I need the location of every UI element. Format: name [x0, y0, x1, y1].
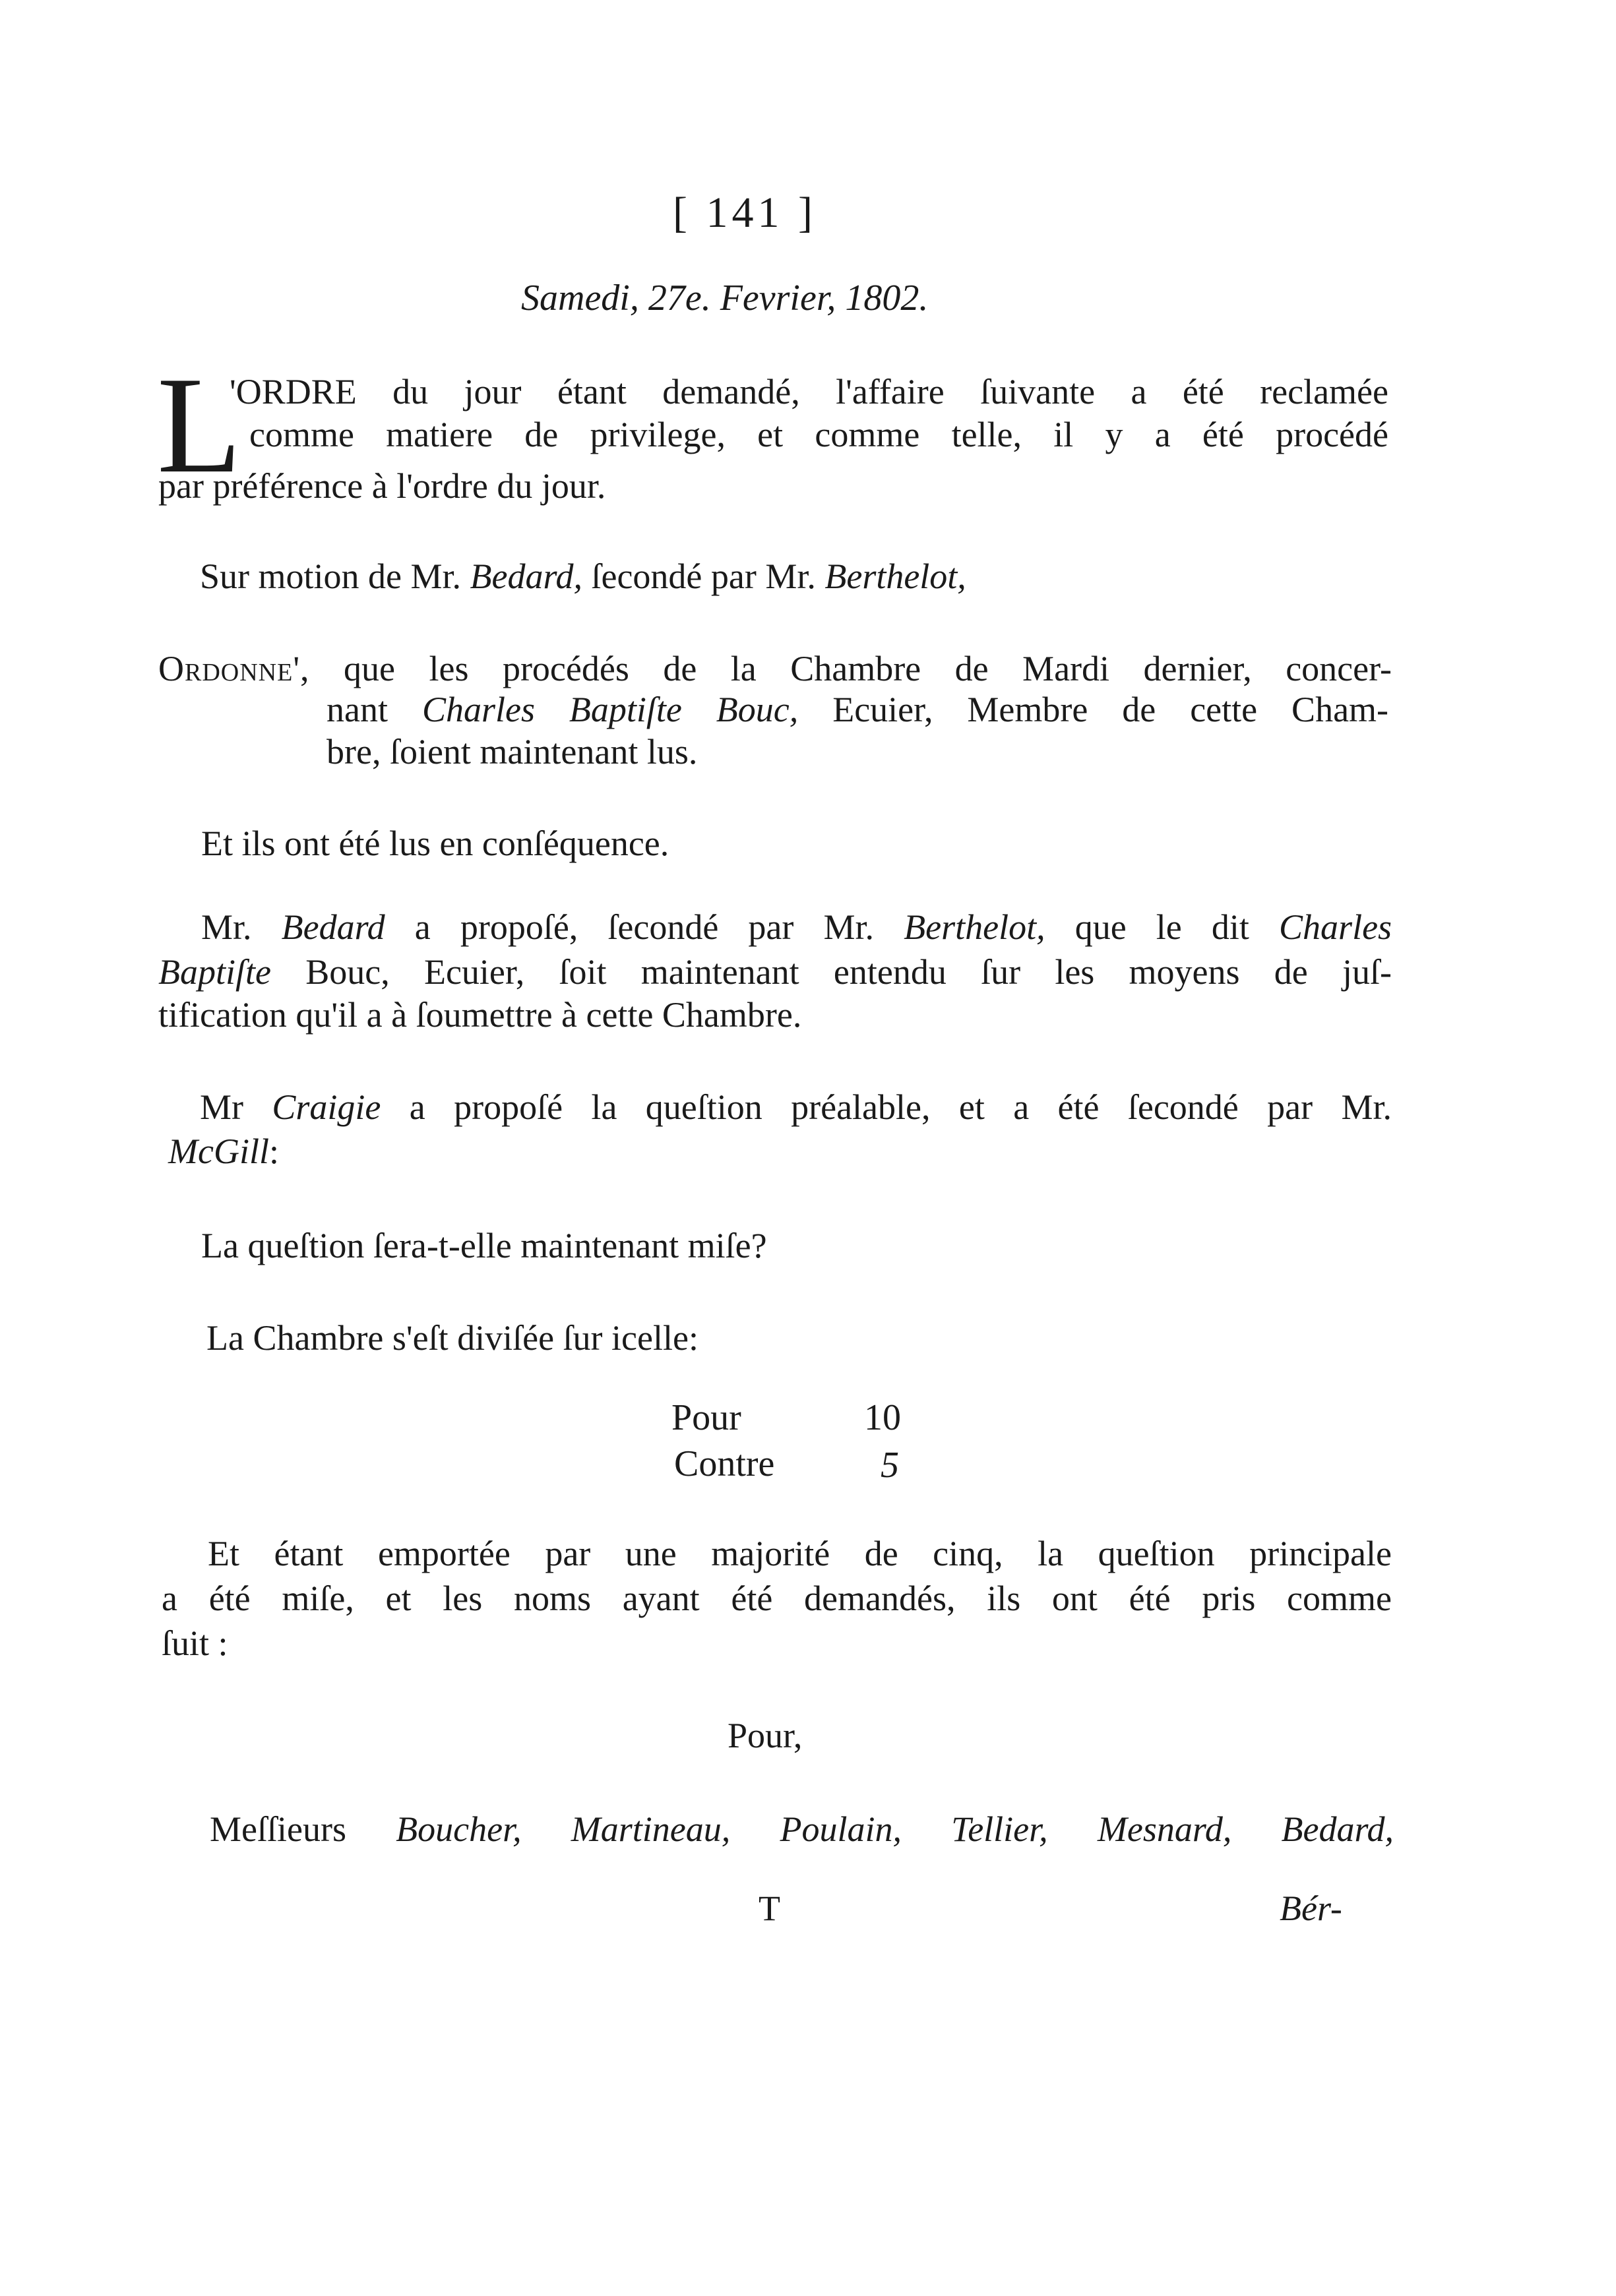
motion-3-colon: :: [268, 1132, 279, 1171]
pour-heading: Pour,: [728, 1716, 803, 1755]
motion-3-name-craigie: Craigie: [272, 1087, 381, 1127]
motion-2-line-3: tification qu'il a à ſoumettre à cette Chambre.: [158, 995, 802, 1035]
ordonne-line-3: bre, ſoient maintenant lus.: [326, 732, 698, 771]
intro-line-3: par préférence à l'ordre du jour.: [158, 466, 606, 506]
ordonne-line-2-pre: nant: [326, 690, 388, 729]
motion-2-name-bedard: Bedard: [281, 907, 385, 947]
catchword: Bér-: [1280, 1888, 1342, 1928]
vote-contre-count: 5: [881, 1445, 899, 1486]
names-list: Boucher, Martineau, Poulain, Tellier, Mesnard, Bedard,: [396, 1809, 1394, 1849]
date-line: Samedi, 27e. Fevrier, 1802.: [521, 278, 929, 318]
ordonne-line-2: [326, 687, 1388, 732]
ordonne-line-1: [158, 646, 1392, 691]
motion-2-p4: Bouc, Ecuier, ſoit maintenant entendu ſur les moyens de juſ-: [305, 952, 1392, 992]
result-line-3: ſuit :: [162, 1623, 228, 1663]
ordonne-name-bouc: Charles Baptiſte Bouc,: [421, 690, 799, 729]
names-prefix: Meſſieurs: [210, 1809, 346, 1849]
motion-1-middle: ſecondé par Mr.: [591, 557, 816, 596]
motion-3-line-1: [200, 1085, 1392, 1130]
motion-3-p1: Mr: [200, 1087, 243, 1127]
question-line: La queſtion ſera-t-elle maintenant miſe?: [201, 1226, 767, 1265]
motion-2-p1: Mr.: [201, 907, 252, 947]
signature-mark: T: [759, 1888, 780, 1928]
vote-pour-label: Pour: [671, 1397, 741, 1438]
motion-2-line-2: [158, 950, 1392, 994]
lus-line: Et ils ont été lus en conſéquence.: [201, 824, 669, 863]
result-line-2: a été miſe, et les noms ayant été demandés, ils ont été pris comme: [162, 1579, 1392, 1618]
vote-contre-label: Contre: [674, 1443, 775, 1484]
motion-2-p2: a propoſé, ſecondé par Mr.: [414, 907, 875, 947]
motion-3-line-2: [168, 1129, 279, 1174]
motion-1-name-berthelot: Berthelot,: [824, 557, 966, 596]
motion-2-name-berthelot: Berthelot,: [904, 907, 1045, 947]
motion-1-prefix: Sur motion de Mr.: [200, 557, 462, 596]
intro-line-2: comme matiere de privilege, et comme telle, il y a été procédé: [249, 415, 1388, 454]
result-line-1: Et étant emportée par une majorité de cinq, la queſtion principale: [208, 1534, 1392, 1573]
division-line: La Chambre s'eſt diviſée ſur icelle:: [206, 1318, 699, 1358]
ordonne-line-2-post: Ecuier, Membre de cette Cham-: [832, 690, 1389, 729]
drop-cap: L: [157, 349, 242, 502]
vote-pour-count: 10: [864, 1397, 901, 1438]
ordonne-heading: Ordonne',: [158, 649, 310, 688]
intro-line-1: 'ORDRE du jour étant demandé, l'affaire ſuivante a été reclamée: [230, 372, 1388, 411]
motion-2-name-baptiste: Baptiſte: [158, 952, 271, 992]
names-line: [210, 1807, 1394, 1852]
page-number: [ 141 ]: [673, 189, 817, 237]
motion-1: [200, 554, 966, 599]
motion-2-p3: que le dit: [1074, 907, 1249, 947]
motion-2-line-1: [201, 905, 1392, 950]
motion-3-p2: a propoſé la queſtion préalable, et a été ſecondé par Mr.: [409, 1087, 1392, 1127]
motion-2-name-charles: Charles: [1279, 907, 1392, 947]
ordonne-line-1-text: que les procédés de la Chambre de Mardi dernier, concer-: [344, 649, 1392, 688]
motion-1-name-bedard: Bedard,: [470, 557, 582, 596]
motion-3-name-mcgill: McGill: [168, 1132, 269, 1171]
